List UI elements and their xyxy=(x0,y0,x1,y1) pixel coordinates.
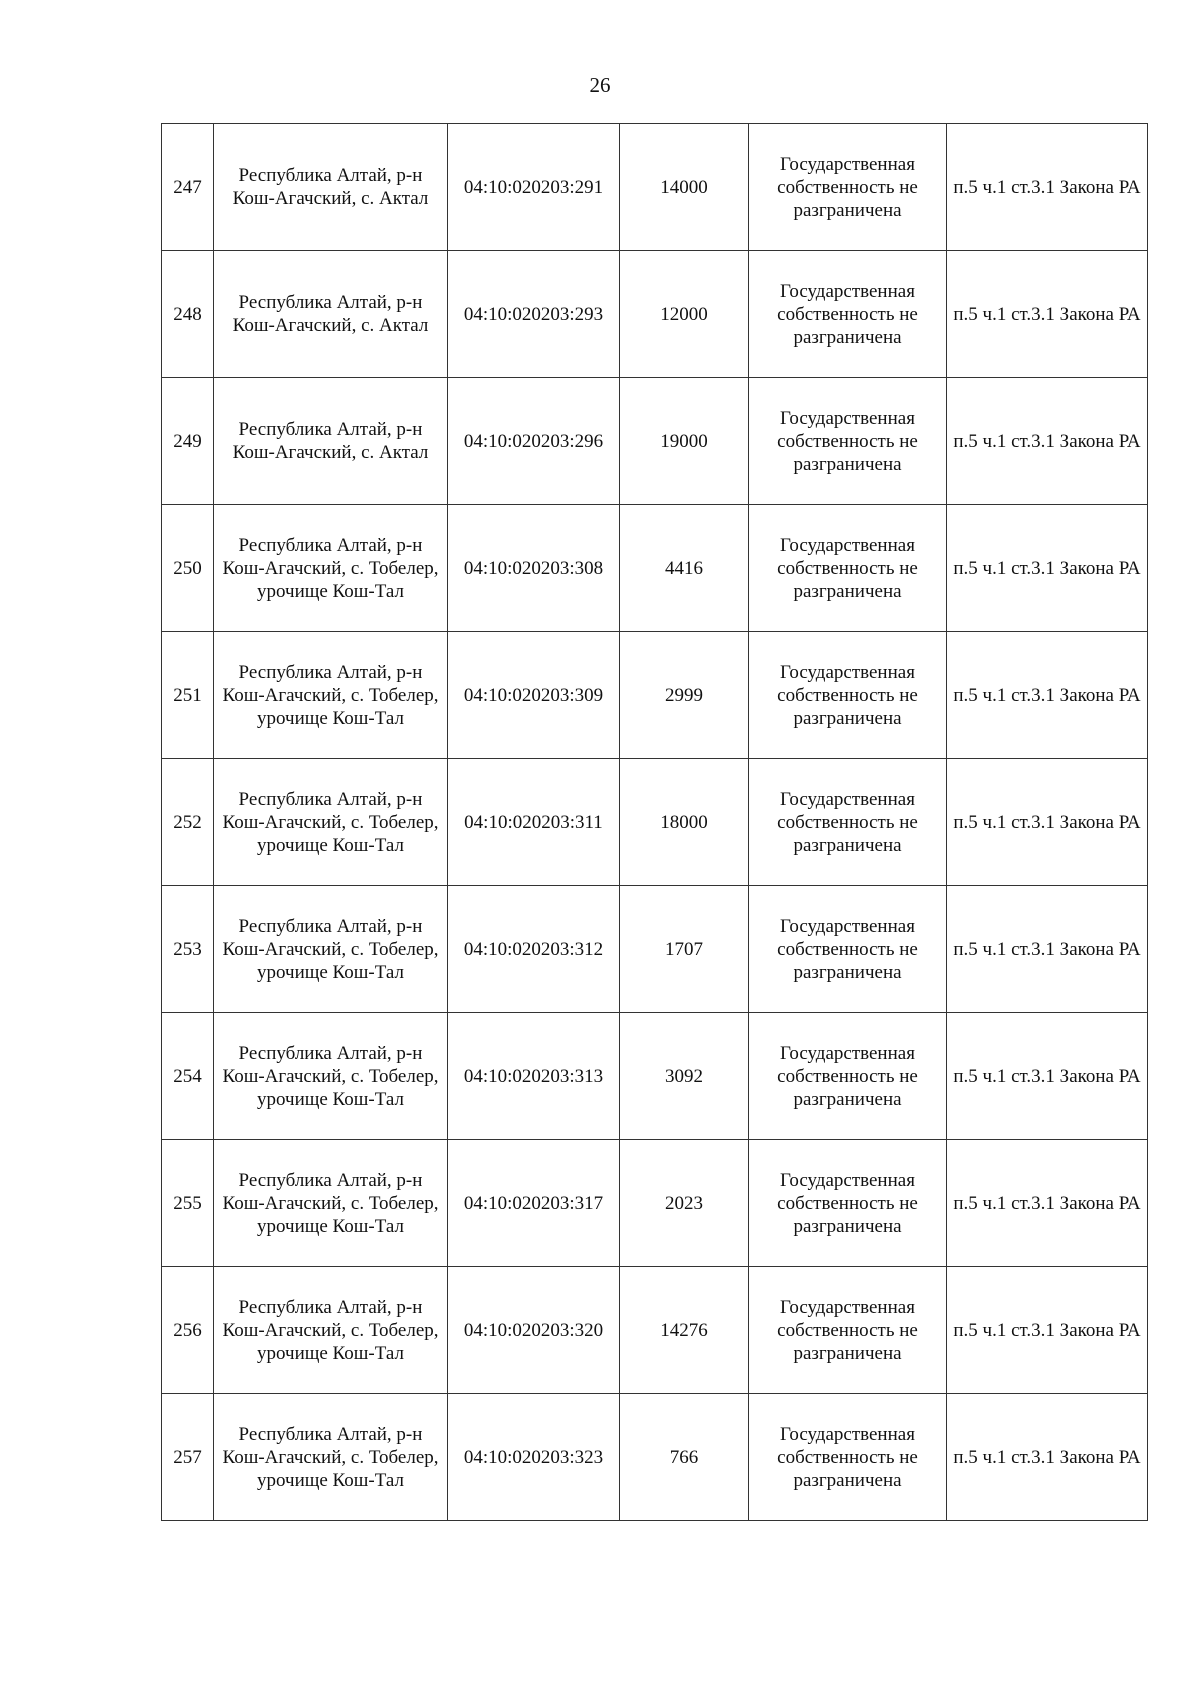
ownership-cell: Государственная собственность не разграничена xyxy=(749,378,947,505)
table-row xyxy=(162,378,1148,505)
area-cell: 1707 xyxy=(620,886,749,1013)
address-cell: Республика Алтай, р-н Кош-Агачский, с. Тобелер, урочище Кош-Тал xyxy=(214,632,448,759)
table-row xyxy=(162,632,1148,759)
table-row xyxy=(162,124,1148,251)
cadastral-number-cell: 04:10:020203:317 xyxy=(448,1140,620,1267)
row-number-cell: 249 xyxy=(162,378,214,505)
legal-basis-cell: п.5 ч.1 ст.3.1 Закона РА xyxy=(947,759,1148,886)
area-cell: 19000 xyxy=(620,378,749,505)
address-cell: Республика Алтай, р-н Кош-Агачский, с. Актал xyxy=(214,378,448,505)
address-cell: Республика Алтай, р-н Кош-Агачский, с. Тобелер, урочище Кош-Тал xyxy=(214,1013,448,1140)
row-number-cell: 251 xyxy=(162,632,214,759)
page-number: 26 xyxy=(589,73,611,97)
table-row xyxy=(162,886,1148,1013)
row-number-cell: 253 xyxy=(162,886,214,1013)
ownership-cell: Государственная собственность не разграничена xyxy=(749,632,947,759)
row-number-cell: 250 xyxy=(162,505,214,632)
legal-basis-cell: п.5 ч.1 ст.3.1 Закона РА xyxy=(947,1013,1148,1140)
address-cell: Республика Алтай, р-н Кош-Агачский, с. Тобелер, урочище Кош-Тал xyxy=(214,886,448,1013)
address-cell: Республика Алтай, р-н Кош-Агачский, с. Актал xyxy=(214,124,448,251)
land-plots-table xyxy=(161,123,1148,1521)
cadastral-number-cell: 04:10:020203:320 xyxy=(448,1267,620,1394)
cadastral-number-cell: 04:10:020203:291 xyxy=(448,124,620,251)
ownership-cell: Государственная собственность не разграничена xyxy=(749,1140,947,1267)
ownership-cell: Государственная собственность не разграничена xyxy=(749,1267,947,1394)
area-cell: 766 xyxy=(620,1394,749,1521)
cadastral-number-cell: 04:10:020203:309 xyxy=(448,632,620,759)
legal-basis-cell: п.5 ч.1 ст.3.1 Закона РА xyxy=(947,124,1148,251)
area-cell: 2023 xyxy=(620,1140,749,1267)
legal-basis-cell: п.5 ч.1 ст.3.1 Закона РА xyxy=(947,378,1148,505)
area-cell: 3092 xyxy=(620,1013,749,1140)
row-number-cell: 247 xyxy=(162,124,214,251)
table-row xyxy=(162,1267,1148,1394)
table-row xyxy=(162,251,1148,378)
address-cell: Республика Алтай, р-н Кош-Агачский, с. Тобелер, урочище Кош-Тал xyxy=(214,1140,448,1267)
ownership-cell: Государственная собственность не разграничена xyxy=(749,251,947,378)
area-cell: 14276 xyxy=(620,1267,749,1394)
area-cell: 4416 xyxy=(620,505,749,632)
row-number-cell: 248 xyxy=(162,251,214,378)
ownership-cell: Государственная собственность не разграничена xyxy=(749,886,947,1013)
table-body xyxy=(162,124,1148,1521)
table-row xyxy=(162,1394,1148,1521)
table-row xyxy=(162,759,1148,886)
table-row xyxy=(162,1013,1148,1140)
ownership-cell: Государственная собственность не разграничена xyxy=(749,1013,947,1140)
ownership-cell: Государственная собственность не разграничена xyxy=(749,124,947,251)
ownership-cell: Государственная собственность не разграничена xyxy=(749,1394,947,1521)
area-cell: 2999 xyxy=(620,632,749,759)
address-cell: Республика Алтай, р-н Кош-Агачский, с. Тобелер, урочище Кош-Тал xyxy=(214,1394,448,1521)
row-number-cell: 255 xyxy=(162,1140,214,1267)
address-cell: Республика Алтай, р-н Кош-Агачский, с. Тобелер, урочище Кош-Тал xyxy=(214,505,448,632)
cadastral-number-cell: 04:10:020203:293 xyxy=(448,251,620,378)
ownership-cell: Государственная собственность не разграничена xyxy=(749,505,947,632)
row-number-cell: 252 xyxy=(162,759,214,886)
address-cell: Республика Алтай, р-н Кош-Агачский, с. Тобелер, урочище Кош-Тал xyxy=(214,1267,448,1394)
table-row xyxy=(162,1140,1148,1267)
cadastral-number-cell: 04:10:020203:311 xyxy=(448,759,620,886)
table-row xyxy=(162,505,1148,632)
legal-basis-cell: п.5 ч.1 ст.3.1 Закона РА xyxy=(947,251,1148,378)
cadastral-number-cell: 04:10:020203:312 xyxy=(448,886,620,1013)
legal-basis-cell: п.5 ч.1 ст.3.1 Закона РА xyxy=(947,505,1148,632)
ownership-cell: Государственная собственность не разграничена xyxy=(749,759,947,886)
row-number-cell: 256 xyxy=(162,1267,214,1394)
area-cell: 18000 xyxy=(620,759,749,886)
area-cell: 12000 xyxy=(620,251,749,378)
legal-basis-cell: п.5 ч.1 ст.3.1 Закона РА xyxy=(947,632,1148,759)
address-cell: Республика Алтай, р-н Кош-Агачский, с. Актал xyxy=(214,251,448,378)
area-cell: 14000 xyxy=(620,124,749,251)
address-cell: Республика Алтай, р-н Кош-Агачский, с. Тобелер, урочище Кош-Тал xyxy=(214,759,448,886)
row-number-cell: 257 xyxy=(162,1394,214,1521)
legal-basis-cell: п.5 ч.1 ст.3.1 Закона РА xyxy=(947,886,1148,1013)
legal-basis-cell: п.5 ч.1 ст.3.1 Закона РА xyxy=(947,1140,1148,1267)
legal-basis-cell: п.5 ч.1 ст.3.1 Закона РА xyxy=(947,1267,1148,1394)
cadastral-number-cell: 04:10:020203:313 xyxy=(448,1013,620,1140)
legal-basis-cell: п.5 ч.1 ст.3.1 Закона РА xyxy=(947,1394,1148,1521)
cadastral-number-cell: 04:10:020203:308 xyxy=(448,505,620,632)
cadastral-number-cell: 04:10:020203:296 xyxy=(448,378,620,505)
cadastral-number-cell: 04:10:020203:323 xyxy=(448,1394,620,1521)
row-number-cell: 254 xyxy=(162,1013,214,1140)
